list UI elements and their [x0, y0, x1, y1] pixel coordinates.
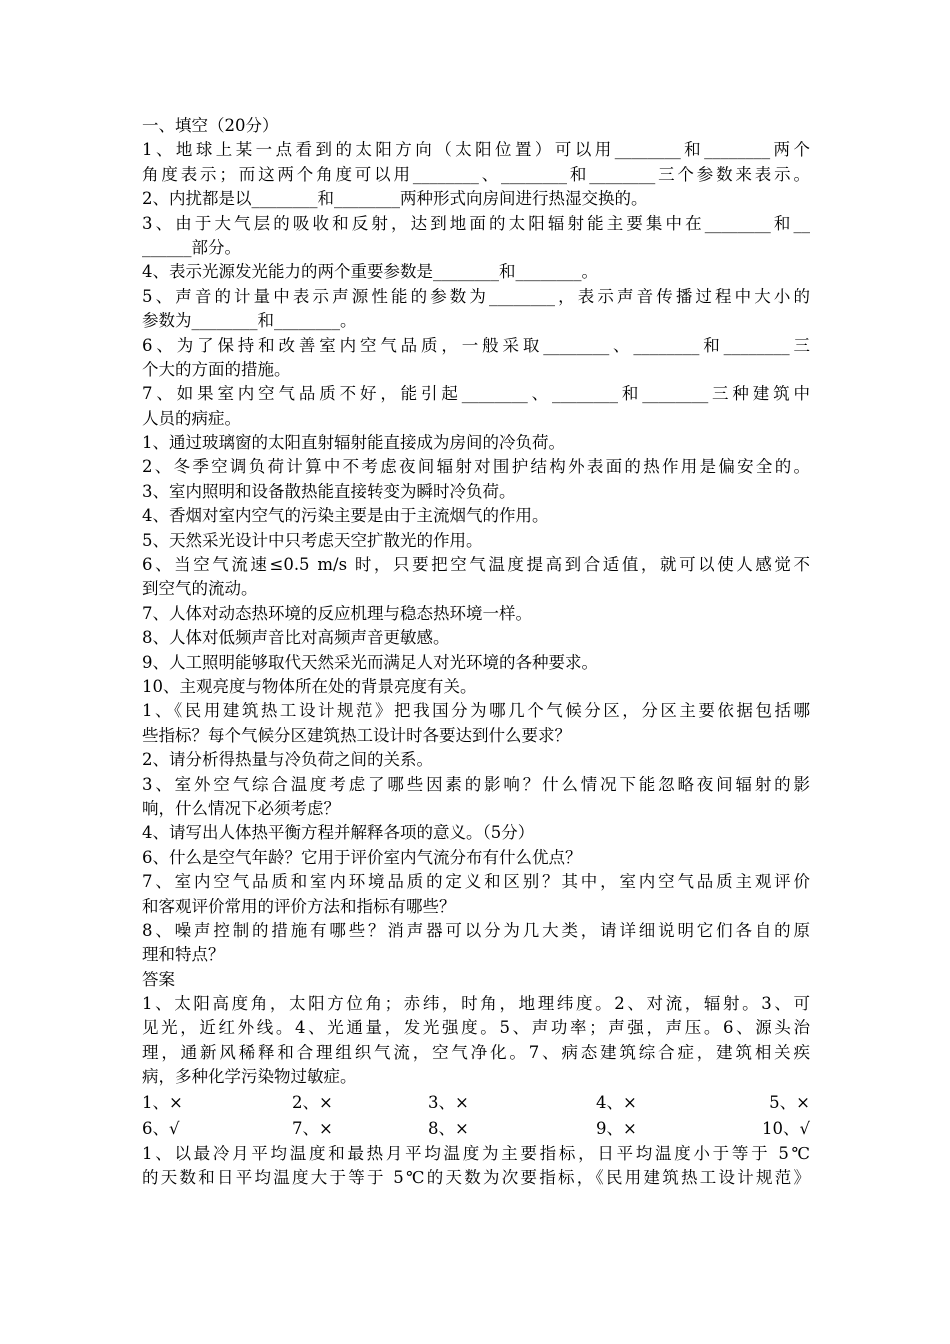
text-line: 1、太阳高度角，太阳方位角；赤纬，时角，地理纬度。2、对流，辐射。3、可 [142, 994, 810, 1014]
answer-item: 6、√ [142, 1118, 180, 1138]
text-line: 5、天然采光设计中只考虑天空扩散光的作用。 [142, 530, 483, 550]
text-line: 的天数和日平均温度大于等于 5℃的天数为次要指标，《民用建筑热工设计规范》 [142, 1168, 810, 1188]
text-line: 7、如果室内空气品质不好，能引起________、________和________三种建筑中 [142, 384, 810, 404]
text-line: 1、《民用建筑热工设计规范》把我国分为哪几个气候分区，分区主要依据包括哪 [142, 701, 810, 721]
text-line: 1、以最冷月平均温度和最热月平均温度为主要指标，日平均温度小于等于 5℃ [142, 1143, 810, 1163]
text-line: 6、当空气流速≤0.5 m/s 时，只要把空气温度提高到合适值，就可以使人感觉不 [142, 555, 810, 575]
text-line: 8、人体对低频声音比对高频声音更敏感。 [142, 628, 450, 648]
text-line: 1、通过玻璃窗的太阳直射辐射能直接成为房间的冷负荷。 [142, 433, 565, 453]
questions-section [142, 699, 810, 967]
text-line: 理，通新风稀释和合理组织气流，空气净化。7、病态建筑综合症，建筑相关疾 [142, 1042, 810, 1062]
text-line: 6、为了保持和改善室内空气品质，一般采取________、________和________三 [142, 335, 810, 355]
answers-fill-in [142, 992, 810, 1090]
text-line: 2、内扰都是以________和________两种形式向房间进行热湿交换的。 [142, 189, 648, 209]
document-page [142, 114, 810, 1190]
answer-item: 3、× [428, 1092, 469, 1112]
answer-item: 2、× [292, 1092, 333, 1112]
answer-item: 8、× [428, 1118, 469, 1138]
text-line: 2、冬季空调负荷计算中不考虑夜间辐射对围护结构外表面的热作用是偏安全的。 [142, 457, 810, 477]
true-false-section [142, 431, 810, 699]
fill-in-section [142, 138, 810, 431]
text-line: 4、表示光源发光能力的两个重要参数是________和________。 [142, 262, 598, 282]
text-line: 和客观评价常用的评价方法和指标有哪些？ [142, 896, 456, 916]
text-line: 些指标？每个气候分区建筑热工设计时各要达到什么要求？ [142, 725, 571, 745]
text-line: 3、由于大气层的吸收和反射，达到地面的太阳辐射能主要集中在________和__ [142, 213, 810, 233]
answers-questions [142, 1142, 810, 1191]
text-line: ______部分。 [142, 237, 241, 257]
text-line: 9、人工照明能够取代天然采光而满足人对光环境的各种要求。 [142, 652, 598, 672]
text-line: 个大的方面的措施。 [142, 359, 291, 379]
section-title: 一、填空（20分） [142, 116, 279, 135]
text-line: 响，什么情况下必须考虑？ [142, 798, 340, 818]
answer-item: 1、× [142, 1092, 183, 1112]
answers-tf-row [142, 1090, 810, 1116]
text-line: 6、什么是空气年龄？它用于评价室内气流分布有什么优点？ [142, 847, 582, 867]
answer-item: 5、× [769, 1092, 810, 1112]
text-line: 10、主观亮度与物体所在处的背景亮度有关。 [142, 676, 477, 696]
text-line: 参数为________和________。 [142, 311, 357, 331]
text-line: 1、地球上某一点看到的太阳方向（太阳位置）可以用________和________两个 [142, 140, 810, 160]
answer-heading: 答案 [142, 969, 175, 989]
text-line: 到空气的流动。 [142, 579, 258, 599]
answer-item: 4、× [596, 1092, 637, 1112]
text-line: 病，多种化学污染物过敏症。 [142, 1067, 357, 1087]
text-line: 7、室内空气品质和室内环境品质的定义和区别？其中，室内空气品质主观评价 [142, 872, 810, 892]
text-line: 2、请分析得热量与冷负荷之间的关系。 [142, 750, 433, 770]
text-line: 5、声音的计量中表示声源性能的参数为________，表示声音传播过程中大小的 [142, 286, 810, 306]
text-line: 4、请写出人体热平衡方程并解释各项的意义。（5分） [142, 823, 535, 843]
answer-item: 9、× [596, 1118, 637, 1138]
text-line: 角度表示；而这两个角度可以用________、________和________三个参数来表示。 [142, 164, 810, 184]
text-line: 3、室内照明和设备散热能直接转变为瞬时冷负荷。 [142, 481, 516, 501]
text-line: 8、噪声控制的措施有哪些？消声器可以分为几大类，请详细说明它们各自的原 [142, 920, 810, 940]
text-line: 4、香烟对室内空气的污染主要是由于主流烟气的作用。 [142, 506, 549, 526]
text-line: 7、人体对动态热环境的反应机理与稳态热环境一样。 [142, 603, 532, 623]
answer-item: 10、√ [761, 1118, 810, 1138]
text-line: 3、室外空气综合温度考虑了哪些因素的影响？什么情况下能忽略夜间辐射的影 [142, 774, 810, 794]
answer-item: 7、× [292, 1118, 333, 1138]
answers-tf-row [142, 1116, 810, 1142]
text-line: 见光，近红外线。4、光通量，发光强度。5、声功率；声强，声压。6、源头治 [142, 1018, 810, 1038]
text-line: 人员的病症。 [142, 408, 241, 428]
text-line: 理和特点？ [142, 945, 225, 965]
